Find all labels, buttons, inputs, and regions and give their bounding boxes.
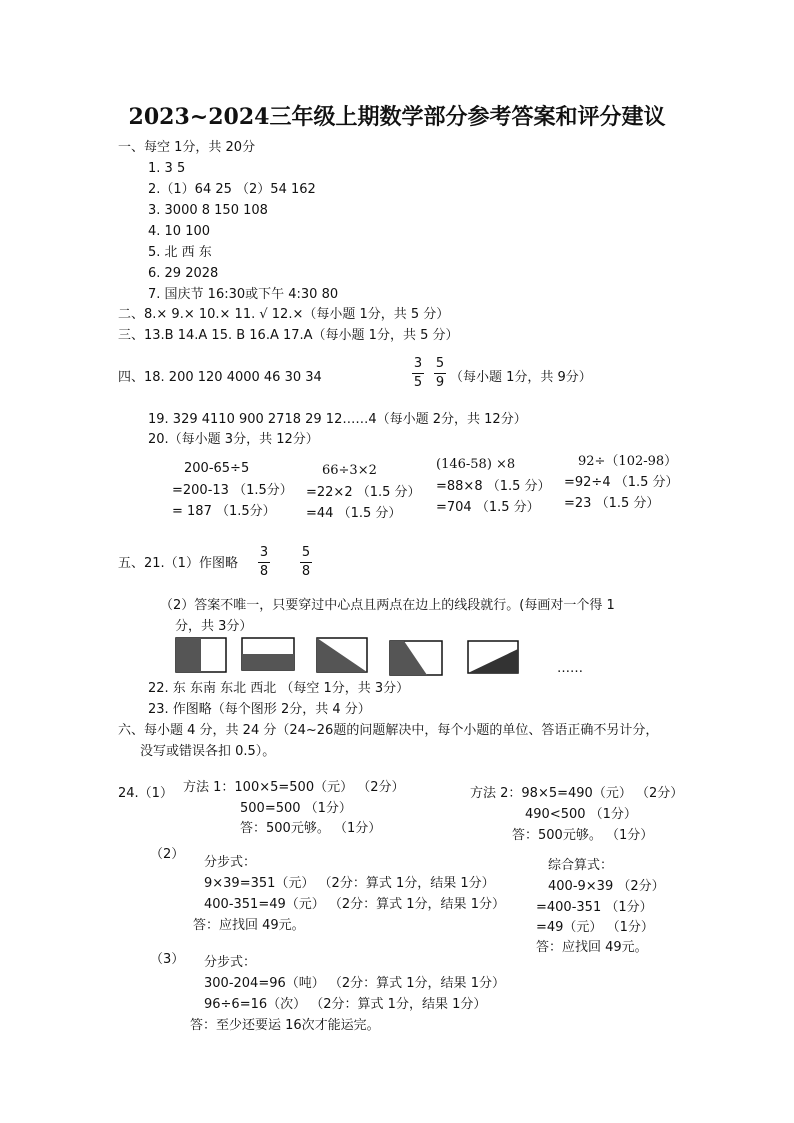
fraction-3-8 [258, 545, 270, 579]
fraction-denominator: 9 [435, 374, 445, 390]
section-3: 三、13.B 14.A 15. B 16.A 17.A（每小题 1分，共 5 分） [118, 328, 459, 343]
part3-step-2: 96÷6=16（次） （2分：算式 1分，结果 1分） [204, 997, 487, 1012]
method2-answer: 答：500元够。 （1分） [512, 828, 654, 843]
part2-step-heading: 分步式： [204, 855, 257, 870]
answer-1: 1. 3 5 [148, 161, 186, 176]
answer-20-heading: 20.（每小题 3分，共 12分） [148, 432, 319, 447]
answer-3: 3. 3000 8 150 108 [148, 203, 268, 218]
fraction-3-5 [412, 356, 424, 390]
fraction-denominator: 5 [413, 374, 423, 390]
part3-step-heading: 分步式： [204, 955, 257, 970]
answer-18: 四、18. 200 120 4000 46 30 34 [118, 370, 322, 385]
score-18: （每小题 1分，共 9分） [450, 370, 592, 385]
calc-3-result: =704 （1.5 分） [436, 500, 540, 515]
part2-answer: 答：应找回 49元。 [193, 918, 305, 933]
fraction-denominator: 8 [301, 563, 311, 579]
diagram-square-3 [316, 637, 368, 673]
calc-1-step: =200-13 （1.5分） [172, 483, 293, 498]
answer-5: 5. 北 西 东 [148, 245, 212, 260]
section-6-heading-line1: 六、每小题 4 分，共 24 分（24~26题的问题解决中，每个小题的单位、答语正确不另计分， [118, 723, 659, 738]
fraction-denominator: 8 [259, 563, 269, 579]
ellipsis: …… [557, 661, 583, 676]
q24-label: 24.（1） [118, 786, 173, 801]
answer-21: 五、21.（1）作图略 [118, 556, 238, 571]
answer-21-part2-line2: 分，共 3分） [175, 619, 253, 634]
fraction-numerator: 3 [259, 545, 269, 560]
calc-4-expr: 92÷（102-98） [578, 454, 678, 469]
answer-7: 7. 国庆节 16:30或下午 4:30 80 [148, 287, 339, 302]
q24-part2-label: （2） [150, 847, 185, 862]
diagram-square-5 [467, 640, 519, 674]
part2-step-2: 400-351=49（元） （2分：算式 1分，结果 1分） [204, 897, 505, 912]
fraction-numerator: 5 [435, 356, 445, 371]
method1-answer: 答：500元够。 （1分） [240, 821, 382, 836]
method1-line2: 500=500 （1分） [240, 801, 352, 816]
answer-4: 4. 10 100 [148, 224, 211, 239]
combined-answer: 答：应找回 49元。 [536, 940, 648, 955]
method1-line1: 方法 1：100×5=500（元） （2分） [183, 780, 405, 795]
calc-1-expr: 200-65÷5 [184, 461, 250, 476]
combined-line3: =49（元） （1分） [536, 920, 654, 935]
calc-1-result: = 187 （1.5分） [172, 504, 276, 519]
part2-step-1: 9×39=351（元） （2分：算式 1分，结果 1分） [204, 876, 495, 891]
section-6-heading-line2: 没写或错误各扣 0.5）。 [140, 744, 276, 759]
section-2: 二、8.× 9.× 10.× 11. √ 12.×（每小题 1分，共 5 分） [118, 307, 450, 322]
calc-3-expr: (146-58) ×8 [436, 457, 516, 472]
fraction-numerator: 5 [301, 545, 311, 560]
combined-line1: 400-9×39 （2分） [548, 879, 665, 894]
part3-step-1: 300-204=96（吨） （2分：算式 1分，结果 1分） [204, 976, 505, 991]
q24-part3-label: （3） [150, 952, 185, 967]
fraction-numerator: 3 [413, 356, 423, 371]
answer-6: 6. 29 2028 [148, 266, 219, 281]
calc-4-result: =23 （1.5 分） [564, 496, 660, 511]
diagram-square-2 [241, 637, 295, 671]
diagram-square-4 [389, 640, 443, 676]
answer-2: 2.（1）64 25 （2）54 162 [148, 182, 316, 197]
fraction-5-8 [300, 545, 312, 579]
answer-21-part2-line1: （2）答案不唯一，只要穿过中心点且两点在边上的线段就行。(每画对一个得 1 [160, 598, 615, 613]
diagram-square-1 [175, 637, 227, 673]
combined-heading: 综合算式： [548, 858, 614, 873]
part3-answer: 答：至少还要运 16次才能运完。 [190, 1018, 380, 1033]
method2-line1: 方法 2：98×5=490（元） （2分） [470, 786, 684, 801]
page-title: 2023~2024三年级上期数学部分参考答案和评分建议 [128, 104, 666, 130]
answer-23: 23. 作图略（每个图形 2分，共 4 分） [148, 702, 371, 717]
calc-4-step: =92÷4 （1.5 分） [564, 475, 679, 490]
answer-22: 22. 东 东南 东北 西北 （每空 1分，共 3分） [148, 681, 410, 696]
calc-2-step: =22×2 （1.5 分） [306, 485, 421, 500]
section-1-heading: 一、每空 1分，共 20分 [118, 140, 256, 155]
calc-3-step: =88×8 （1.5 分） [436, 479, 551, 494]
method2-line2: 490<500 （1分） [525, 807, 637, 822]
combined-line2: =400-351 （1分） [536, 900, 653, 915]
calc-2-result: =44 （1.5 分） [306, 506, 402, 521]
calc-2-expr: 66÷3×2 [322, 463, 377, 478]
answer-19: 19. 329 4110 900 2718 29 12……4（每小题 2分，共 12分） [148, 412, 527, 427]
fraction-5-9 [434, 356, 446, 390]
